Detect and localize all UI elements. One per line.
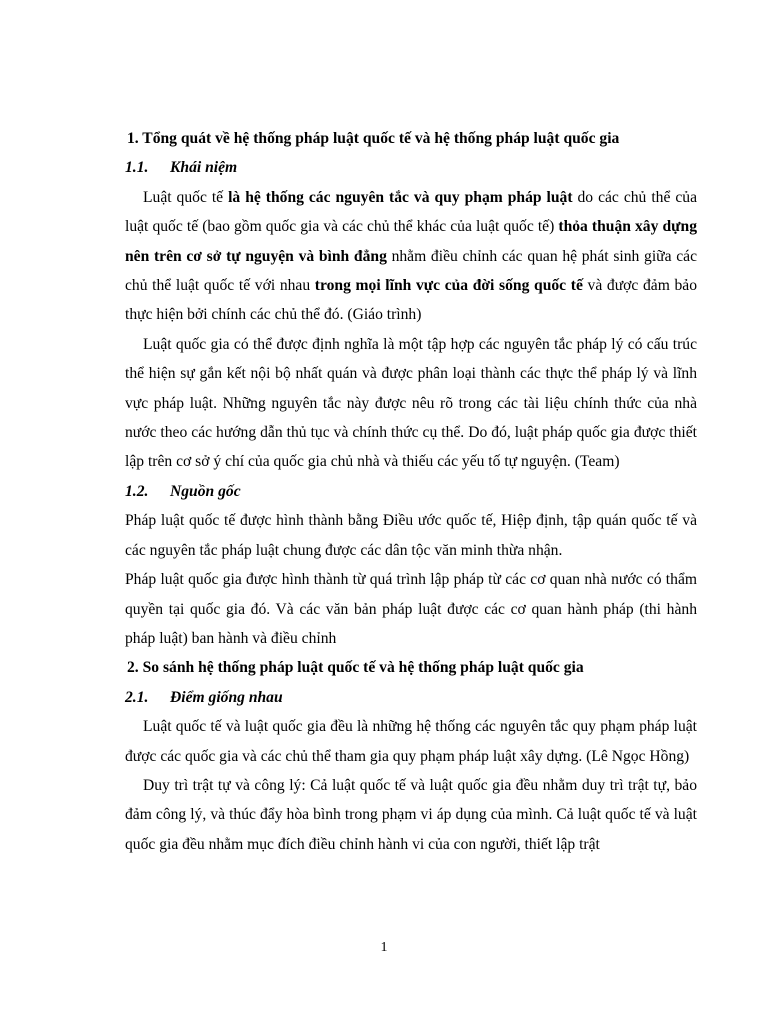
- document-body: [125, 124, 697, 859]
- heading-number: 1.2.: [125, 482, 149, 500]
- heading-section-1-2: [125, 477, 697, 506]
- text-run: và được đảm bảo thực hiện bởi chính các chủ thể đó. (Giáo trình): [125, 277, 697, 324]
- heading-number: 2.1.: [125, 688, 149, 706]
- heading-section-1-1: [125, 153, 697, 182]
- heading-section-1: 1. Tổng quát về hệ thống pháp luật quốc tế và hệ thống pháp luật quốc gia: [127, 130, 620, 147]
- page-number: 1: [380, 940, 388, 955]
- bold-text-run: trong mọi lĩnh vực của đời sống quốc tế: [314, 277, 583, 295]
- heading-title: Điểm giống nhau: [170, 688, 283, 706]
- paragraph-definition-international-law: [125, 183, 697, 330]
- paragraph-origin-national-law: Pháp luật quốc gia được hình thành từ quá trình lập pháp từ các cơ quan nhà nước có thẩm quyền tại quốc gia đó. Và các văn bản pháp luật được các cơ quan hành pháp (thi hành pháp luật) ban hành và điều chỉnh: [125, 571, 697, 647]
- bold-text-run: là hệ thống các nguyên tắc và quy phạm pháp luật: [228, 188, 573, 206]
- heading-section-2: 2. So sánh hệ thống pháp luật quốc tế và hệ thống pháp luật quốc gia: [127, 659, 584, 677]
- paragraph-similarities: Luật quốc tế và luật quốc gia đều là những hệ thống các nguyên tắc quy phạm pháp luật được các quốc gia và các chủ thể tham gia quy phạm pháp luật xây dựng. (Lê Ngọc Hồng): [125, 718, 697, 765]
- heading-title: Nguồn gốc: [170, 482, 241, 500]
- paragraph-order-and-justice: Duy trì trật tự và công lý: Cả luật quốc tế và luật quốc gia đều nhằm duy trì trật tự, bảo đảm công lý, và thúc đẩy hòa bình trong phạm vi áp dụng của mình. Cả luật quốc tế và luật quốc gia đều nhằm mục đích điều chỉnh hành vi của con người, thiết lập trật: [125, 776, 697, 853]
- text-run: nhằm điều chỉnh các quan hệ phát sinh giữa các chủ thể luật quốc tế với nhau: [125, 247, 697, 295]
- text-run: do các chủ thể của luật quốc tế (bao gồm quốc gia và các chủ thể khác của luật quốc tế): [125, 188, 697, 236]
- text-run: Luật quốc tế: [143, 188, 229, 206]
- bold-text-run: thỏa thuận xây dựng nên trên cơ sở tự nguyện và bình đẳng: [125, 218, 697, 265]
- heading-title: Khái niệm: [170, 159, 238, 177]
- paragraph-origin-international-law: Pháp luật quốc tế được hình thành bằng Điều ước quốc tế, Hiệp định, tập quán quốc tế và các nguyên tắc pháp luật chung được các dân tộc văn minh thừa nhận.: [125, 512, 697, 559]
- heading-number: 1.1.: [125, 159, 149, 177]
- heading-section-2-1: [125, 683, 697, 712]
- paragraph-definition-national-law: Luật quốc gia có thể được định nghĩa là một tập hợp các nguyên tắc pháp lý có cấu trúc thể hiện sự gắn kết nội bộ nhất quán và được phân loại thành các thực thể pháp lý và lĩnh vực pháp luật. Những nguyên tắc này được nêu rõ trong các tài liệu chính thức của nhà nước theo các hướng dẫn thủ tục và chính thức cụ thể. Do đó, luật pháp quốc gia được thiết lập trên cơ sở ý chí của quốc gia chủ nhà và thiếu các yếu tố tự nguyện. (Team): [125, 335, 697, 471]
